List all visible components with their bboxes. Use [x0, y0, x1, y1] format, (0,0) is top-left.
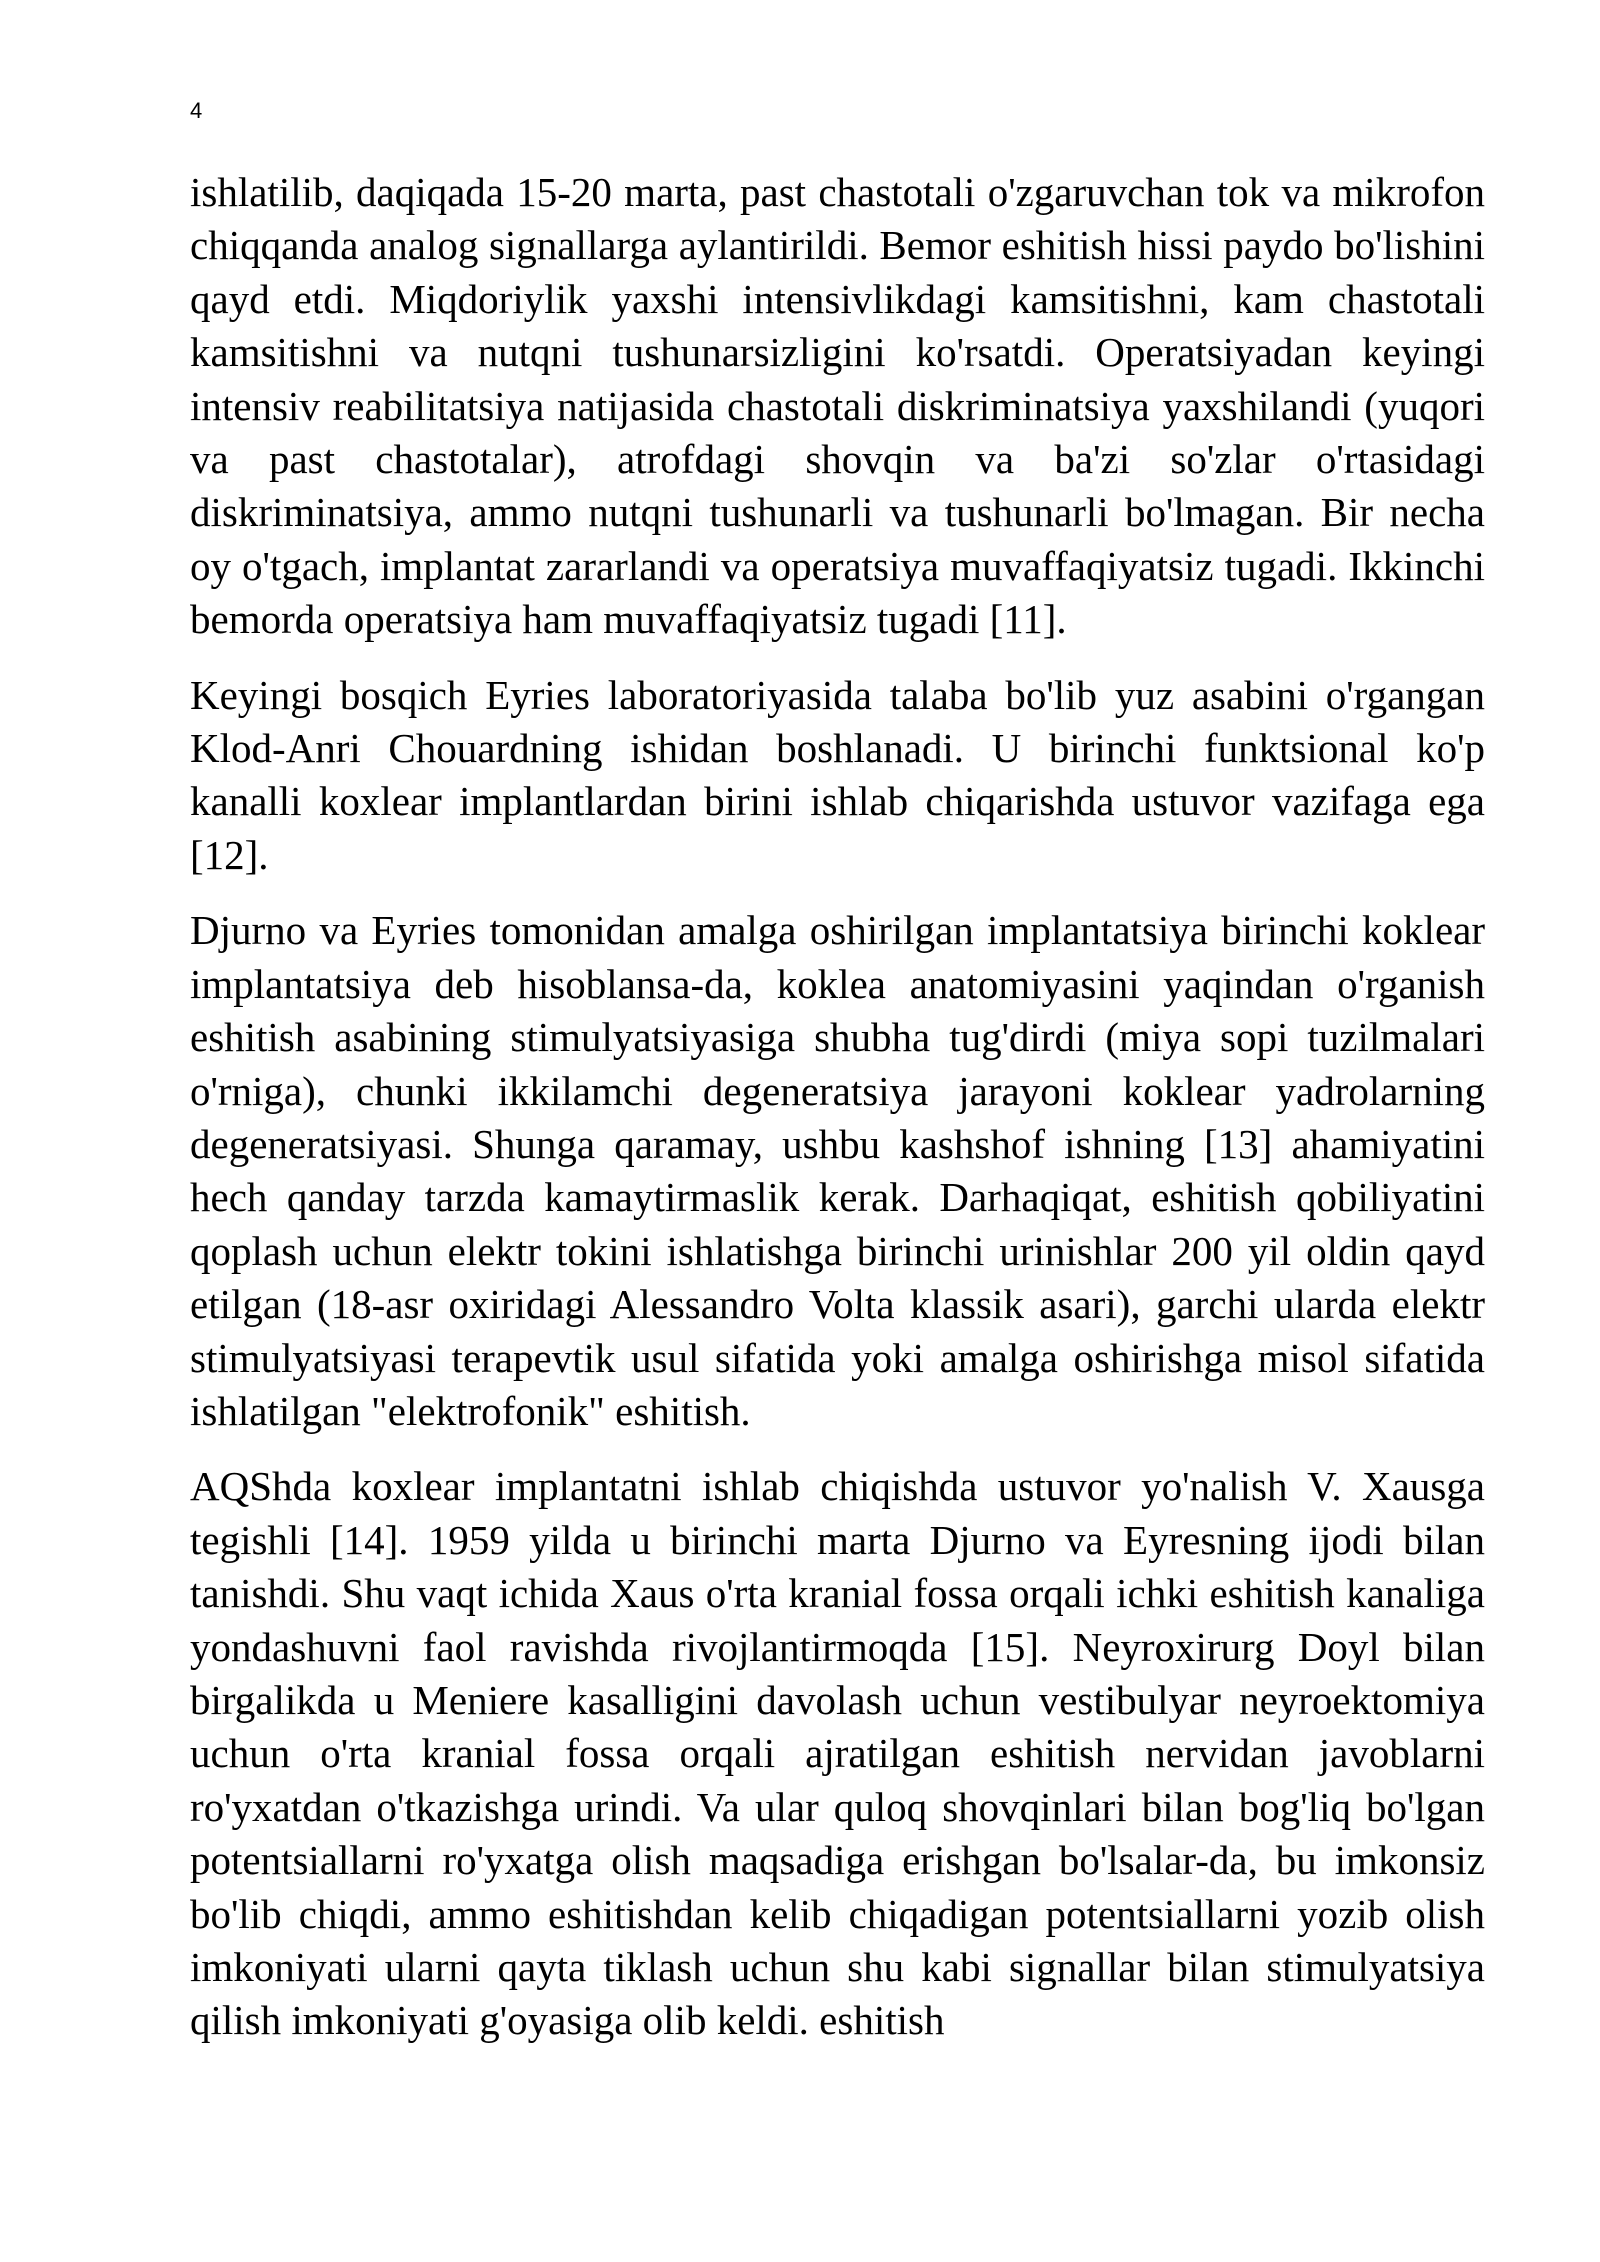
page-number: 4: [190, 98, 203, 123]
paragraph-1: ishlatilib, daqiqada 15-20 marta, past chastotali o'zgaruvchan tok va mikrofon chiqqanda analog signallarga aylantirildi. Bemor eshitish hissi paydo bo'lishini qayd etdi. Miqdoriylik yaxshi intensivlikdagi kamsitishni, kam chastotali kamsitishni va nutqni tushunarsizligini ko'rsatdi. Operatsiyadan keyingi intensiv reabilitatsiya natijasida chastotali diskriminatsiya yaxshilandi (yuqori va past chastotalar), atrofdagi shovqin va ba'zi so'zlar o'rtasidagi diskriminatsiya, ammo nutqni tushunarli va tushunarli bo'lmagan. Bir necha oy o'tgach, implantat zararlandi va operatsiya muvaffaqiyatsiz tugadi. Ikkinchi bemorda operatsiya ham muvaffaqiyatsiz tugadi [11].: [190, 169, 1485, 643]
paragraph-4: AQShda koxlear implantatni ishlab chiqishda ustuvor yo'nalish V. Xausga tegishli [14]. 1959 yilda u birinchi marta Djurno va Eyresning ijodi bilan tanishdi. Shu vaqt ichida Xaus o'rta kranial fossa orqali ichki eshitish kanaliga yondashuvni faol ravishda rivojlantirmoqda [15]. Neyroxirurg Doyl bilan birgalikda u Meniere kasalligini davolash uchun vestibulyar neyroektomiya uchun o'rta kranial fossa orqali ajratilgan eshitish nervidan javoblarni ro'yxatdan o'tkazishga urindi. Va ular quloq shovqinlari bilan bog'liq bo'lgan potentsiallarni ro'yxatga olish maqsadiga erishgan bo'lsalar-da, bu imkonsiz bo'lib chiqdi, ammo eshitishdan kelib chiqadigan potentsiallarni yozib olish imkoniyati ularni qayta tiklash uchun shu kabi signallar bilan stimulyatsiya qilish imkoniyati g'oyasiga olib keldi. eshitish: [190, 1463, 1485, 2044]
paragraph-2: Keyingi bosqich Eyries laboratoriyasida talaba bo'lib yuz asabini o'rgangan Klod-Anri Chouardning ishidan boshlanadi. U birinchi funktsional ko'p kanalli koxlear implantlardan birini ishlab chiqarishda ustuvor vazifaga ega [12].: [190, 671, 1485, 878]
paragraph-3: Djurno va Eyries tomonidan amalga oshirilgan implantatsiya birinchi koklear implantatsiya deb hisoblansa-da, koklea anatomiyasini yaqindan o'rganish eshitish asabining stimulyatsiyasiga shubha tug'dirdi (miya sopi tuzilmalari o'rniga), chunki ikkilamchi degeneratsiya jarayoni koklear yadrolarning degeneratsiyasi. Shunga qaramay, ushbu kashshof ishning [13] ahamiyatini hech qanday tarzda kamaytirmaslik kerak. Darhaqiqat, eshitish qobiliyatini qoplash uchun elektr tokini ishlatishga birinchi urinishlar 200 yil oldin qayd etilgan (18-asr oxiridagi Alessandro Volta klassik asari), garchi ularda elektr stimulyatsiyasi terapevtik usul sifatida yoki amalga oshirishga misol sifatida ishlatilgan "elektrofonik" eshitish.: [190, 907, 1485, 1434]
page-body: [190, 166, 1485, 2070]
